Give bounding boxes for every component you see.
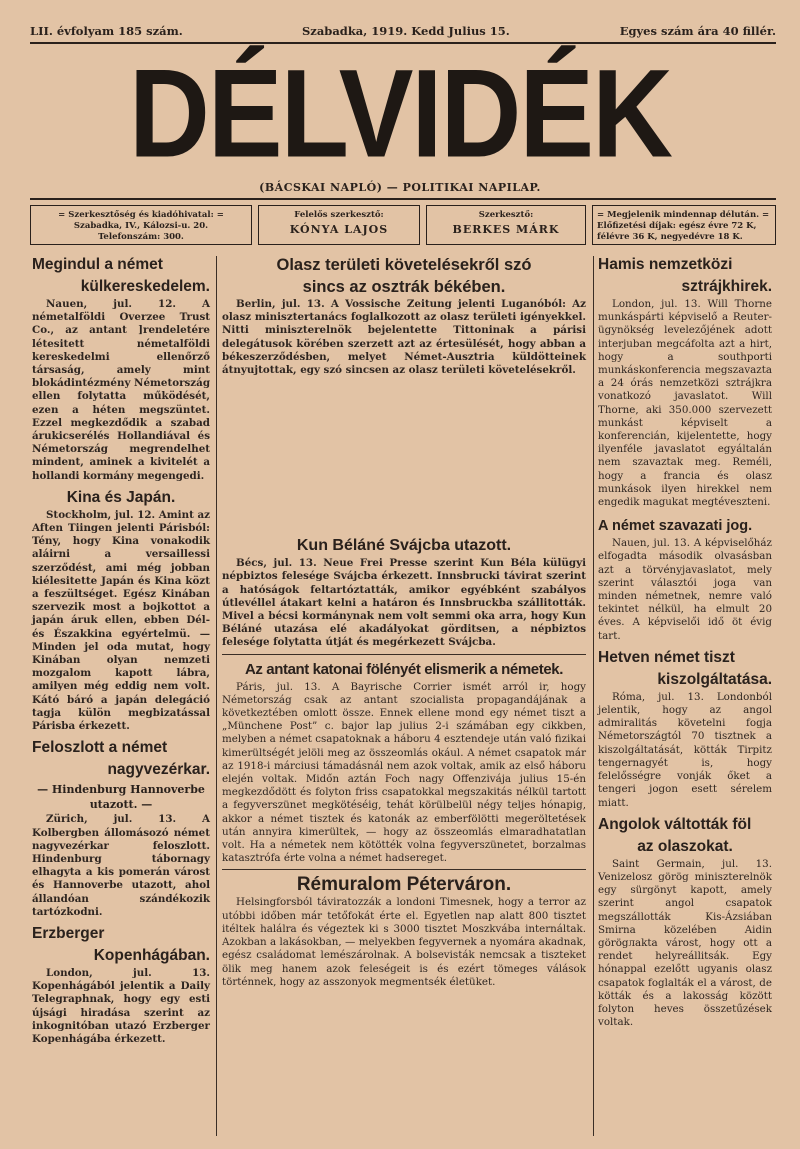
masthead-rule — [30, 198, 776, 200]
article-title: Angolok váltották föl az olaszokat. — [598, 815, 752, 855]
office-address: Szabadka, IV., Kálozsi-u. 20. — [73, 221, 209, 231]
subscription-line-1: = Megjelenik mindennap délután. = — [597, 210, 770, 220]
article-title: Rémuralom Péterváron. — [296, 874, 512, 896]
masthead-subtitle: (BÁCSKAI NAPLÓ) — POLITIKAI NAPILAP. — [259, 181, 541, 194]
editor-label: Szerkesztő: — [478, 210, 534, 220]
article-body: London, jul. 13. Will Thorne munkáspárti képviselő a Reuter-ügynökség levelezőjének adott interjuban megcáfolta azt a hirt, hogy a southporti munkáskonferencia megszavazta a 24 órás nemzetközi sztrájkra vonatkozó javaslatot. Will Thorne, aki 350.000 szervezett munkást képviselt a konferencián, kijelentette, hogy ilyenféle javaslatot egyáltalán nem szavaztak meg. Reméli, hogy a francia és olasz munkások ilyen hirekkel nem engedik magukat megtéveszteni. — [598, 298, 772, 509]
office-phone: Telefonszám: 300. — [98, 232, 184, 242]
article-body: Zürich, jul. 13. A Kolbergben állomásozó német nagyvezérkar feloszlott. Hindenburg tábornagy elhagyta a kis pomerán várost és Hannoverbe utazott, ahol állandóan szándékozik tartózkodni. — [32, 813, 210, 918]
article-body: Saint Germain, jul. 13. Venizelosz görög miniszterelnök egy sürgönyt kapott, amely szerint angol csapatok megszállották Kis-Ázsiában Smirna közelében Aidin görögлakta várost, hogy ott a rendet helyreállitsák. Egy hónappal ezelőtt ugyanis olasz csapatok foglalták el a várost, de kötták és a lakosság között folyton heves összetűzések voltak. — [598, 857, 772, 1029]
article-title: Kina és Japán. — [66, 488, 176, 506]
office-box — [30, 205, 252, 245]
article-body: Nauen, jul. 12. A németalföldi Overzee Trust Co., az antant ]rendeletére létesitett németalföldi kereskedelmi ellenőrző társaság, amely mint blokádintézmény Németország ellen folytatta működését, ezen a héten megszüntet. Ezzel megkezdődik a szabad árukicserélés Hollandiával és Németország megrendelhet mindent, aminek a kivitelét a hollandi kormány megengedi. — [32, 298, 211, 482]
article-subtitle: utazott. — — [89, 798, 153, 812]
article-title: Olasz területi követelésekről szó sincs az osztrák békében. — [276, 256, 532, 296]
middle-column — [222, 254, 586, 989]
article-body: Stockholm, jul. 12. Amint az Aften Tiingen jelenti Párisból: Tény, hogy Kina vonakodik aláirni a versaillessi szerződést, ami még jobban kiélesitette Japán és Kina közt a feszültséget. Egész Kinában szervezik most a bojkottot a japán áruk ellen, ebben Dél- és Északkina egyértelmü. — Minden jel oda mutat, hogy Kinában olyan nemzeti mozgalom kapott lábra, amilyen még eddig nem volt. Kátó báró a japán delegáció tagja külön megbizatással Párisba érkezett. — [32, 508, 210, 733]
responsible-name: KÓNYA LAJOS — [289, 223, 389, 236]
article-title: Hamis nemzetközi sztrájkhirek. — [598, 256, 772, 295]
responsible-editor-box — [258, 205, 420, 245]
dateline: Szabadka, 1919. Kedd Julius 15. — [302, 24, 510, 38]
article-title: Erzberger Kopenhágában. — [32, 924, 210, 964]
article-body: London, jul. 13. Kopenhágából jelentik a Daily Telegraphnak, hogy egy esti újsági hiradása szerint az inkognitóban utazó Erzberger Kopenhágába érkezett. — [32, 966, 210, 1045]
article-body: Nauen, jul. 13. A képviselőház elfogadta második olvasásban azt a törvényjavaslatot, mely szerint választói joga van minden németnek, nemre való tekintet nélkül, ha elmult 20 éves. A képviselői idő öt évig tart. — [598, 537, 772, 642]
column-rule-left — [216, 256, 217, 1136]
responsible-label: Felelős szerkesztő: — [294, 210, 384, 220]
column-rule-right — [593, 256, 594, 1136]
article-title: A német szavazati jog. — [598, 518, 753, 535]
article-body: Páris, jul. 13. A Bayrische Corrier ismét arról ir, hogy Németország csak az antant szocialista propagandájának a következtében omlott össze. Ennek ellene mond egy német tiszt a „Münchene Post” c. bajor lap julius 2-i számában egy cikkben, melyben a német csapatoknak a háboru 4 esztendeje után való fizikai kimerültségét jelöli meg az összeomlás okául. A német csapatok már az 1918-i márciusi támadásnál nem azok voltak, amik az első háboru elején voltak. Midőn aztán Foch nagy Offenzivája julius 15-én megkezdődött és folyton friss csapatokkal megszakitás nélkül tartott a fegyverszünet megkötéséig, tehát körülbelül négy teljes hónapig, akkor a német tisztek és katonák az emberfölötti megeröltetések után annyira kimerültek, — hogy az összeomlás elmaradhatatlan volt. Ha a németek nem kötötték volna fegyverszünetet, borzalmas katasztrófa érte volna a német hadsereget. — [222, 680, 586, 865]
article-title: Megindul a német külkereskedelem. — [32, 256, 210, 295]
subscription-line-3: félévre 36 K, negyedévre 18 K. — [597, 232, 743, 242]
divider — [222, 869, 586, 870]
blank-space — [222, 377, 586, 535]
article-title: Feloszlott a német nagyvezérkar. — [32, 739, 210, 779]
right-column — [598, 254, 772, 1029]
article-body: Berlin, jul. 13. A Vossische Zeitung jelenti Luganóból: Az olasz minisztertanács foglalkozott az olasz területi igényekkel. Nitti miniszterelnök bejelentette Tittoninak a párisi delegátusok körében szerzett azt az értesülését, hogy abban a békeszerződésben, melyet Német-Ausztria küldötteinek átnyujtottak, egy szó sincsen az olasz területi követelésekről. — [222, 298, 586, 377]
article-body: Bécs, jul. 13. Neue Frei Presse szerint Kun Béla külügyi népbiztos felesége Svájcba érkezett. Innsbrucki távirat szerint a hatóságok feltartóztatták, amikor egyébként szabályos útlevéllel átakart kelni a határon és Innsbruckba szállitották. Mivel a bécsi kormánynak nem volt semmi oka arra, hogy Kun Béláné utazása elé akadályokat görditsen, a népbiztos felesége folytatta útját és megérkezett Svájcba. — [222, 557, 586, 649]
issue-number: LII. évfolyam 185 szám. — [30, 24, 183, 38]
article-title: Az antant katonai fölényét elismerik a németek. — [245, 660, 563, 678]
article-title: Hetven német tiszt kiszolgáltatása. — [598, 648, 772, 688]
article-body: Helsingforsból táviratozzák a londoni Timesnek, hogy a terror az utóbbi időben már tetőfokát érte el. Egyetlen nap alatt 800 tisztet itéltek halálra és végeztek ki s 3000 tisztet Moszkvába internáltak. Azokban a lakásokban, — melyekben fegyvernek a nyomára akadnak, egész családomat lemészárolnak. A bolsevisták nemcsak a tiszteket ölik meg hanem azok feleségeit is és ezért tömeges válások történnek, hogy az asszonyok megmentsék életüket. — [222, 896, 586, 988]
office-label: = Szerkesztőség és kiadóhivatal: = — [58, 210, 224, 220]
masthead-title: DÉLVIDÉK — [129, 43, 671, 184]
subscription-box — [592, 205, 776, 245]
article-title: Kun Béláné Svájcba utazott. — [296, 537, 512, 555]
divider — [222, 654, 586, 655]
top-line — [30, 24, 776, 40]
article-body: Róma, jul. 13. Londonból jelentik, hogy az angol admiralitás követelni fogja Németországtól 70 tisztnek a kiszolgáltatását, kötták Tirpitz tengernagyét is, hogy felelősségre vonják őket a tengeri jogon esett sérelem miatt. — [598, 690, 772, 809]
info-bar — [30, 205, 776, 249]
subscription-line-2: Előfizetési díjak: egész évre 72 K, — [597, 221, 757, 231]
editor-box — [426, 205, 586, 245]
price: Egyes szám ára 40 fillér. — [619, 24, 776, 38]
article-subtitle: — Hindenburg Hannoverbe — [37, 783, 205, 797]
editor-name: BERKES MÁRK — [452, 223, 560, 236]
left-column — [32, 254, 210, 1046]
